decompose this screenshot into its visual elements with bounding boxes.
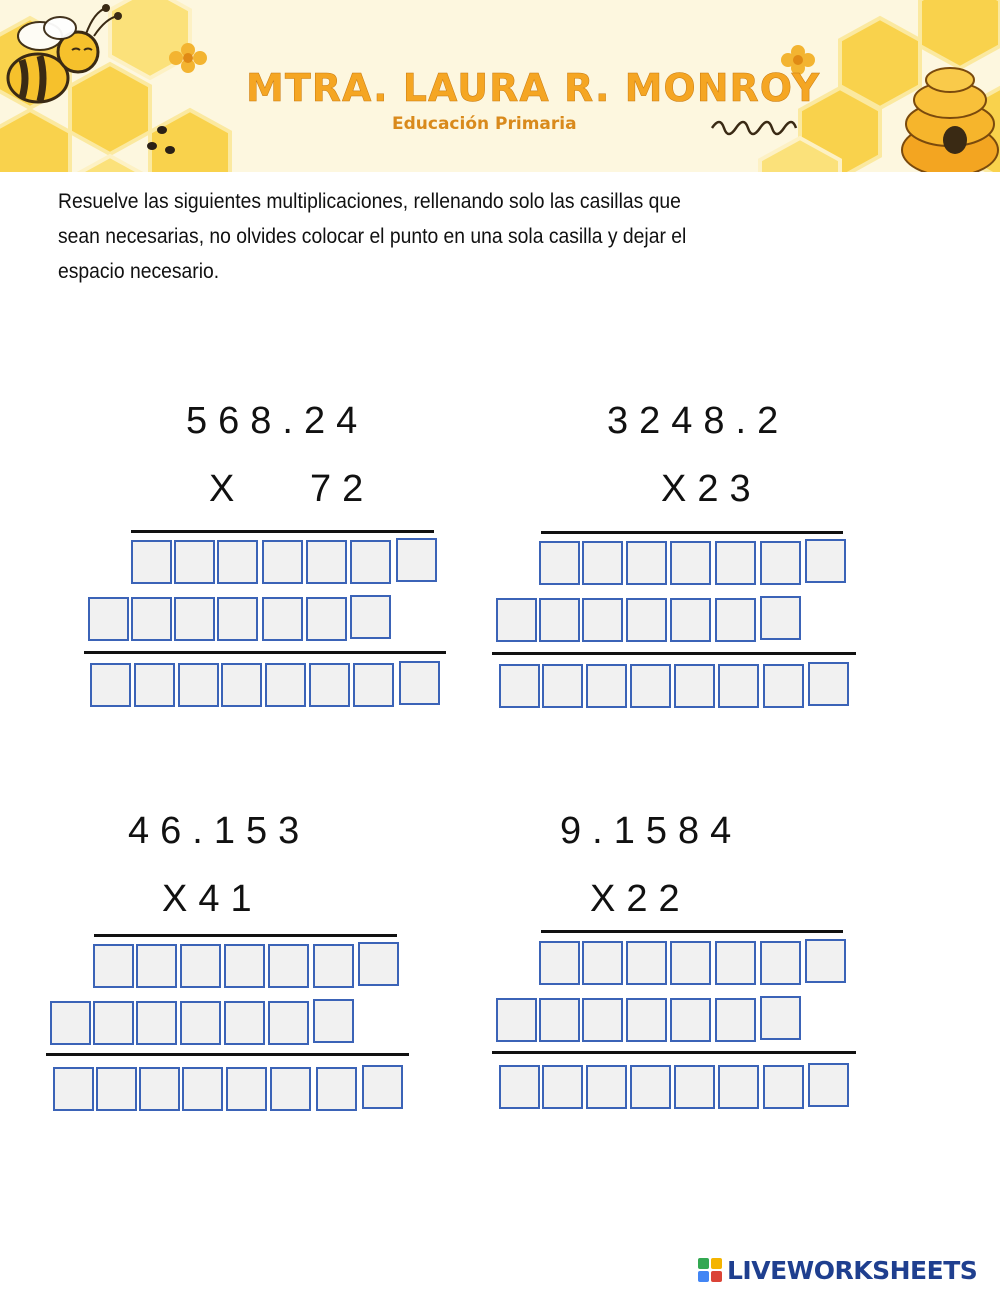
result-box[interactable]	[674, 664, 715, 708]
multiplication-line	[131, 530, 434, 533]
answer-box[interactable]	[180, 1001, 221, 1045]
result-box[interactable]	[399, 661, 440, 705]
answer-box[interactable]	[217, 540, 258, 584]
answer-box[interactable]	[268, 1001, 309, 1045]
multiplication-line	[541, 930, 843, 933]
answer-box[interactable]	[626, 941, 667, 985]
multiplicand: 568.24	[186, 400, 369, 442]
answer-box[interactable]	[174, 597, 215, 641]
answer-box[interactable]	[582, 998, 623, 1042]
teacher-name-title: MTRA. LAURA R. MONROY	[246, 66, 821, 110]
result-box[interactable]	[178, 663, 219, 707]
instructions	[58, 184, 794, 289]
multiplicand: 9.1584	[560, 810, 743, 852]
answer-box[interactable]	[93, 1001, 134, 1045]
answer-box[interactable]	[539, 598, 580, 642]
multiplier: X 72	[209, 468, 375, 510]
answer-box[interactable]	[715, 941, 756, 985]
result-box[interactable]	[499, 664, 540, 708]
answer-box[interactable]	[805, 939, 846, 983]
answer-box[interactable]	[582, 941, 623, 985]
answer-box[interactable]	[496, 598, 537, 642]
multiplier: X22	[590, 878, 691, 920]
answer-box[interactable]	[582, 541, 623, 585]
result-box[interactable]	[586, 1065, 627, 1109]
result-box[interactable]	[90, 663, 131, 707]
answer-box[interactable]	[350, 595, 391, 639]
header-banner	[0, 0, 1000, 172]
result-box[interactable]	[763, 664, 804, 708]
answer-box[interactable]	[539, 998, 580, 1042]
multiplication-line	[541, 531, 843, 534]
result-box[interactable]	[226, 1067, 267, 1111]
answer-box[interactable]	[715, 998, 756, 1042]
liveworksheets-logo[interactable]	[697, 1253, 977, 1287]
liveworksheets-logo-icon	[697, 1257, 723, 1283]
answer-box[interactable]	[136, 944, 177, 988]
answer-box[interactable]	[715, 541, 756, 585]
answer-box[interactable]	[224, 1001, 265, 1045]
liveworksheets-logo-text: LIVEWORKSHEETS	[727, 1255, 978, 1285]
instructions-line: Resuelve las siguientes multiplicaciones, rellenando solo las casillas que	[58, 190, 681, 213]
answer-box[interactable]	[224, 944, 265, 988]
result-box[interactable]	[221, 663, 262, 707]
answer-box[interactable]	[626, 998, 667, 1042]
result-box[interactable]	[630, 664, 671, 708]
answer-box[interactable]	[358, 942, 399, 986]
answer-box[interactable]	[306, 540, 347, 584]
answer-box[interactable]	[626, 598, 667, 642]
instructions-line: sean necesarias, no olvides colocar el punto en una sola casilla y dejar el	[58, 225, 687, 248]
multiplier: X41	[162, 878, 263, 920]
answer-box[interactable]	[496, 998, 537, 1042]
answer-box[interactable]	[268, 944, 309, 988]
answer-box[interactable]	[50, 1001, 91, 1045]
multiplier: X23	[661, 468, 762, 510]
result-box[interactable]	[53, 1067, 94, 1111]
result-box[interactable]	[542, 664, 583, 708]
answer-box[interactable]	[670, 941, 711, 985]
result-box[interactable]	[134, 663, 175, 707]
result-box[interactable]	[718, 1065, 759, 1109]
answer-box[interactable]	[396, 538, 437, 582]
school-level-subtitle: Educación Primaria	[392, 114, 577, 134]
result-box[interactable]	[763, 1065, 804, 1109]
result-box[interactable]	[808, 662, 849, 706]
answer-box[interactable]	[760, 941, 801, 985]
answer-box[interactable]	[136, 1001, 177, 1045]
answer-box[interactable]	[88, 597, 129, 641]
result-box[interactable]	[270, 1067, 311, 1111]
answer-box[interactable]	[180, 944, 221, 988]
answer-box[interactable]	[670, 598, 711, 642]
answer-box[interactable]	[93, 944, 134, 988]
result-box[interactable]	[586, 664, 627, 708]
result-box[interactable]	[96, 1067, 137, 1111]
answer-box[interactable]	[760, 596, 801, 640]
answer-box[interactable]	[670, 998, 711, 1042]
result-box[interactable]	[316, 1067, 357, 1111]
answer-box[interactable]	[350, 540, 391, 584]
addition-line	[46, 1053, 409, 1056]
answer-box[interactable]	[760, 541, 801, 585]
answer-box[interactable]	[582, 598, 623, 642]
multiplicand: 46.153	[128, 810, 311, 852]
answer-box[interactable]	[131, 597, 172, 641]
addition-line	[492, 652, 856, 655]
result-box[interactable]	[353, 663, 394, 707]
instructions-line: espacio necesario.	[58, 260, 220, 283]
answer-box[interactable]	[262, 597, 303, 641]
answer-box[interactable]	[539, 941, 580, 985]
addition-line	[492, 1051, 856, 1054]
result-box[interactable]	[718, 664, 759, 708]
result-box[interactable]	[808, 1063, 849, 1107]
answer-box[interactable]	[313, 944, 354, 988]
answer-box[interactable]	[313, 999, 354, 1043]
multiplication-line	[94, 934, 397, 937]
result-box[interactable]	[265, 663, 306, 707]
answer-box[interactable]	[174, 540, 215, 584]
answer-box[interactable]	[760, 996, 801, 1040]
result-box[interactable]	[499, 1065, 540, 1109]
result-box[interactable]	[182, 1067, 223, 1111]
result-box[interactable]	[139, 1067, 180, 1111]
result-box[interactable]	[674, 1065, 715, 1109]
result-box[interactable]	[542, 1065, 583, 1109]
answer-box[interactable]	[217, 597, 258, 641]
result-box[interactable]	[362, 1065, 403, 1109]
answer-box[interactable]	[805, 539, 846, 583]
result-box[interactable]	[630, 1065, 671, 1109]
answer-box[interactable]	[670, 541, 711, 585]
answer-box[interactable]	[715, 598, 756, 642]
answer-box[interactable]	[262, 540, 303, 584]
answer-box[interactable]	[131, 540, 172, 584]
addition-line	[84, 651, 446, 654]
multiplicand: 3248.2	[607, 400, 790, 442]
answer-box[interactable]	[306, 597, 347, 641]
answer-box[interactable]	[626, 541, 667, 585]
result-box[interactable]	[309, 663, 350, 707]
answer-box[interactable]	[539, 541, 580, 585]
